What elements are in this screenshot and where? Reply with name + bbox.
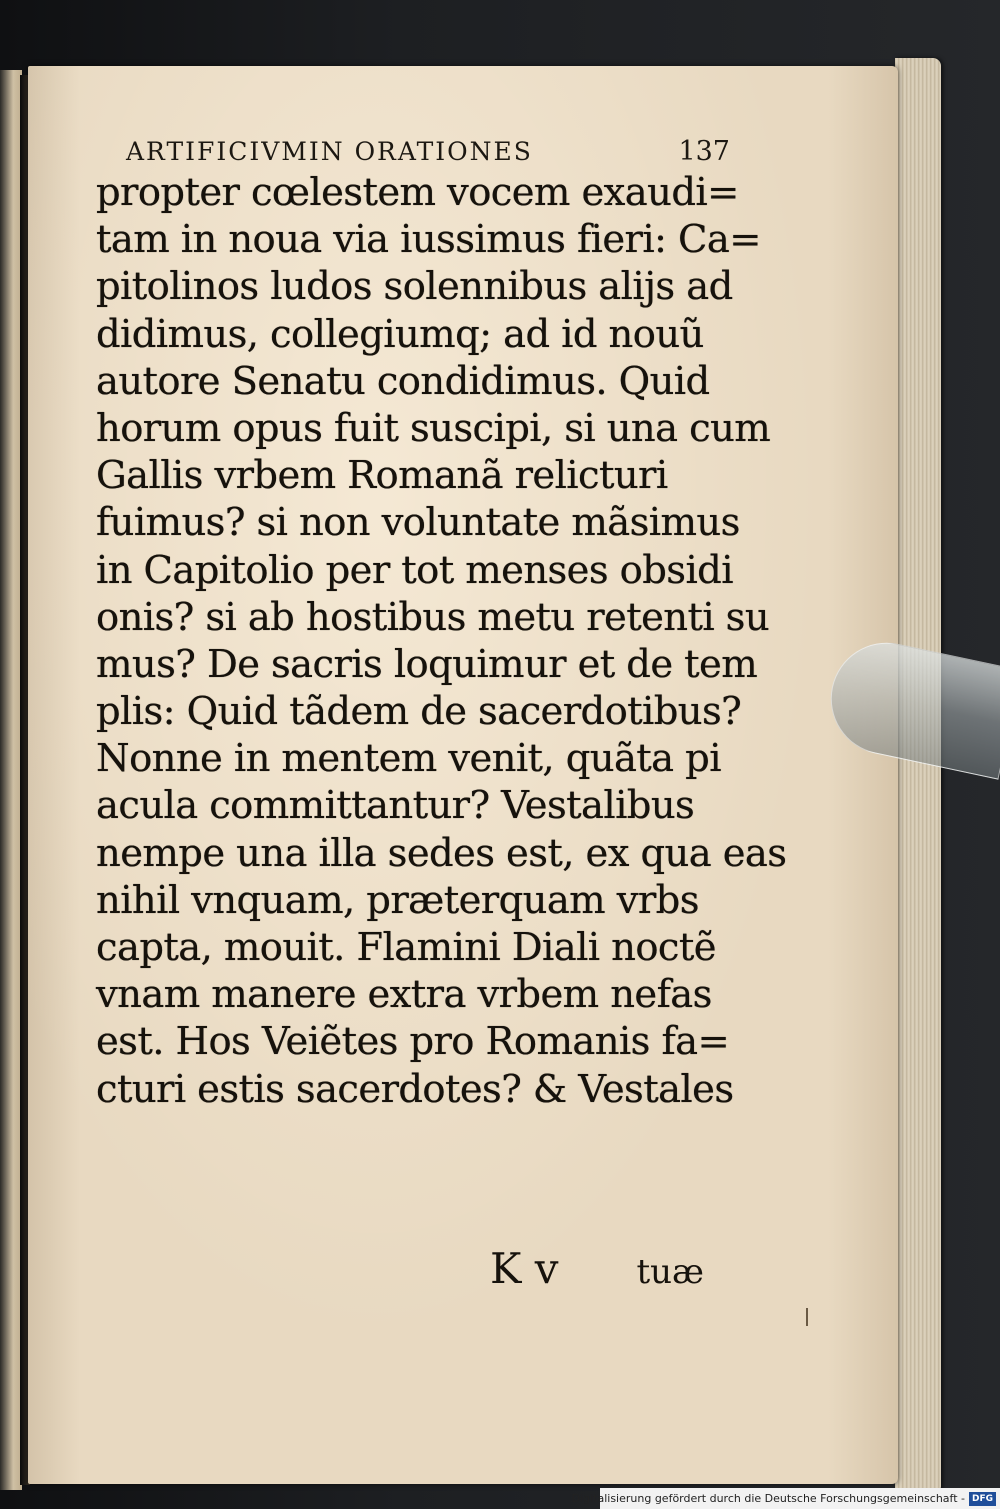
text-line: fuimus? si non voluntate mãsimus [96, 500, 740, 546]
catchline [490, 1244, 760, 1293]
running-head-title: ARTIFICIVMIN ORATIONES [126, 137, 533, 166]
text-line: Nonne in mentem venit, quãta pi [96, 736, 721, 782]
footer-credit: Digitalisierung gefördert durch die Deutsche Forschungsgemeinschaft - [571, 1492, 965, 1505]
page-number: 137 [678, 136, 730, 167]
catchword: tuæ [636, 1252, 704, 1292]
left-page-edge [0, 70, 22, 1490]
text-line: nihil vnquam, præterquam vrbs [96, 877, 699, 923]
text-block [96, 136, 787, 1113]
text-line: nempe una illa sedes est, ex qua eas [96, 830, 787, 876]
text-line: cturi estis sacerdotes? & Vestales [96, 1066, 734, 1112]
text-line: autore Senatu condidimus. Quid [96, 358, 710, 404]
text-line: plis: Quid tãdem de sacerdotibus? [96, 689, 742, 735]
text-line: pitolinos ludos solennibus alijs ad [96, 264, 733, 310]
page-fore-edge [895, 58, 941, 1494]
text-line: didimus, collegiumq; ad id nouũ [96, 311, 704, 357]
text-line: tam in noua via iussimus fieri: Ca= [96, 217, 761, 263]
text-line: onis? si ab hostibus metu retenti su [96, 594, 770, 640]
running-head [96, 136, 736, 167]
text-line: est. Hos Veiẽtes pro Romanis fa= [96, 1019, 730, 1065]
text-line: propter cœlestem vocem exaudi= [96, 170, 739, 215]
text-line: acula committantur? Vestalibus [96, 783, 695, 829]
text-line: mus? De sacris loquimur et de tem [96, 641, 758, 687]
text-line: capta, mouit. Flamini Diali noctẽ [96, 925, 716, 970]
footer-bar [571, 1488, 1000, 1509]
signature-mark: K v [490, 1244, 559, 1293]
dfg-logo: DFG [969, 1492, 996, 1506]
page-mark [806, 1308, 808, 1326]
body-text [96, 169, 787, 1113]
text-line: Gallis vrbem Romanã relicturi [96, 453, 668, 499]
text-line: horum opus fuit suscipi, si una cum [96, 405, 771, 451]
text-line: vnam manere extra vrbem nefas [96, 972, 712, 1018]
text-line: in Capitolio per tot menses obsidi [96, 547, 733, 593]
